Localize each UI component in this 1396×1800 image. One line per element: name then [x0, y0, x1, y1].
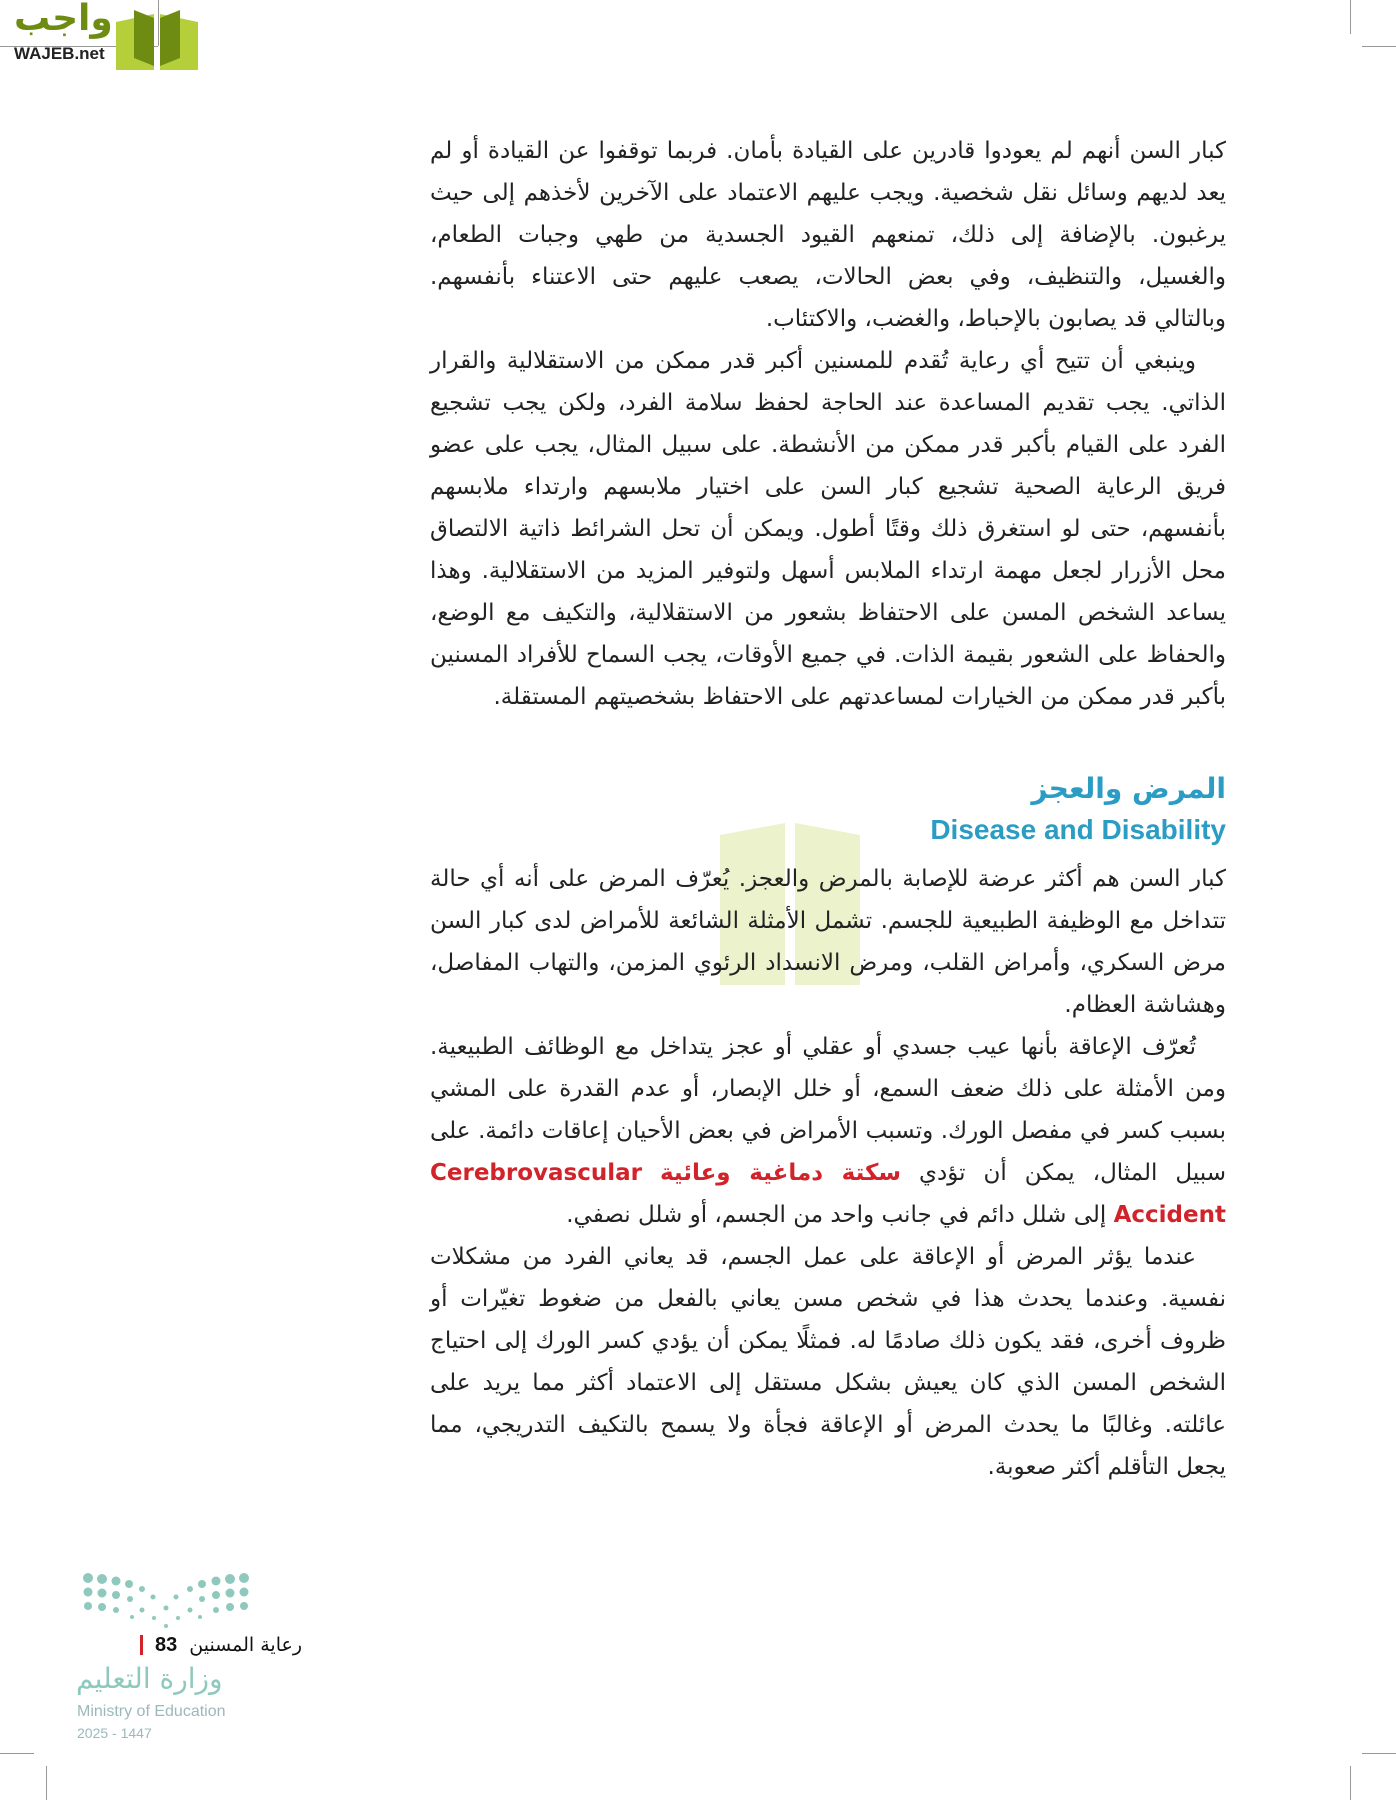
- section-title-en: Disease and Disability: [930, 814, 1226, 845]
- crop-mark: [1350, 1766, 1351, 1800]
- paragraph: وينبغي أن تتيح أي رعاية تُقدم للمسنين أكبر قدر ممكن من الاستقلالية والقرار الذاتي. يجب تقديم المساعدة عند الحاجة لحفظ سلامة الفرد، ولكن يجب تشجيع الفرد على القيام بأكبر قدر ممكن من الأنشطة. على سبيل المثال، يجب على عضو فريق الرعاية الصحية تشجيع كبار السن على اختيار ملابسهم وارتداء ملابسهم بأنفسهم، حتى لو استغرق ذلك وقتًا أطول. ويمكن أن تحل الشرائط ذاتية الالتصاق محل الأزرار لجعل مهمة ارتداء الملابس أسهل ولتوفير المزيد من الاستقلالية. وهذا يساعد الشخص المسن على الاحتفاظ بشعور من الاستقلالية، والتكيف مع الوضع، والحفاظ على الشعور بقيمة الذات. في جميع الأوقات، يجب السماح للأفراد المسنين بأكبر قدر ممكن من الخيارات لمساعدتهم على الاحتفاظ بشخصيتهم المستقلة.: [430, 348, 1226, 710]
- paragraph: كبار السن أنهم لم يعودوا قادرين على القيادة بأمان. فربما توقفوا عن القيادة أو لم يعد لديهم وسائل نقل شخصية. ويجب عليهم الاعتماد على الآخرين لأخذهم إلى حيث يرغبون. بالإضافة إلى ذلك، تمنعهم القيود الجسدية من طهي وجبات الطعام، والغسيل، والتنظيف، وفي بعض الحالات، يصعب عليهم حتى الاعتناء بأنفسهم. وبالتالي قد يصابون بالإحباط، والغضب، والاكتئاب.: [430, 138, 1226, 332]
- crop-mark: [46, 1766, 47, 1800]
- crop-mark: [1350, 0, 1351, 34]
- ministry-year: 2025 - 1447: [77, 1725, 152, 1741]
- ministry-dots-logo: [76, 1572, 256, 1632]
- page-divider: [140, 1635, 143, 1655]
- ministry-name-ar: وزارة التعليم: [76, 1662, 223, 1695]
- ministry-name-en: Ministry of Education: [77, 1703, 226, 1720]
- term-ar: سكتة دماغية وعائية: [659, 1160, 902, 1186]
- book-icon: [116, 8, 198, 70]
- page-footer: [140, 1632, 302, 1658]
- logo-text-ar: واجب: [14, 0, 113, 39]
- crop-mark: [0, 1753, 34, 1754]
- text: إلى شلل دائم في جانب واحد من الجسم، أو شلل نصفي.: [566, 1202, 1107, 1228]
- book-title: رعاية المسنين: [189, 1634, 302, 1656]
- logo-text-en: WAJEB.net: [14, 44, 105, 63]
- term-en: Cerebrovascular Accident: [430, 1160, 1226, 1228]
- body-text: [430, 130, 1226, 1488]
- page-number: 83: [155, 1633, 178, 1656]
- section-heading: [430, 768, 1226, 850]
- crop-mark: [1362, 1753, 1396, 1754]
- wajeb-logo[interactable]: [10, 0, 190, 68]
- paragraph: عندما يؤثر المرض أو الإعاقة على عمل الجسم، قد يعاني الفرد من مشكلات نفسية. وعندما يحدث هذا في شخص مسن يعاني بالفعل من ضغوط تغيّرات أو ظروف أخرى، فقد يكون ذلك صادمًا له. فمثلًا يمكن أن يؤدي كسر الورك إلى احتياج الشخص المسن الذي كان يعيش بشكل مستقل إلى الاعتماد أكثر مما يريد على عائلته. وغالبًا ما يحدث المرض أو الإعاقة فجأة ولا يسمح بالتكيف التدريجي، مما يجعل التأقلم أكثر صعوبة.: [430, 1244, 1226, 1480]
- paragraph: [430, 1026, 1226, 1236]
- crop-mark: [1362, 46, 1396, 47]
- section-title-ar: المرض والعجز: [1031, 772, 1226, 805]
- text: تُعرّف الإعاقة بأنها عيب جسدي أو عقلي أو عجز يتداخل مع الوظائف الطبيعية. ومن الأمثلة على ذلك ضعف السمع، أو خلل الإبصار، أو عدم القدرة على المشي بسبب كسر في مفصل الورك. وتسبب الأمراض في بعض الأحيان إعاقات دائمة. على سبيل المثال، يمكن أن تؤدي: [430, 1034, 1226, 1186]
- paragraph: كبار السن هم أكثر عرضة للإصابة بالمرض والعجز. يُعرّف المرض على أنه أي حالة تتداخل مع الوظيفة الطبيعية للجسم. تشمل الأمثلة الشائعة للأمراض لدى كبار السن مرض السكري، وأمراض القلب، ومرض الانسداد الرئوي المزمن، والتهاب المفاصل، وهشاشة العظام.: [430, 866, 1226, 1018]
